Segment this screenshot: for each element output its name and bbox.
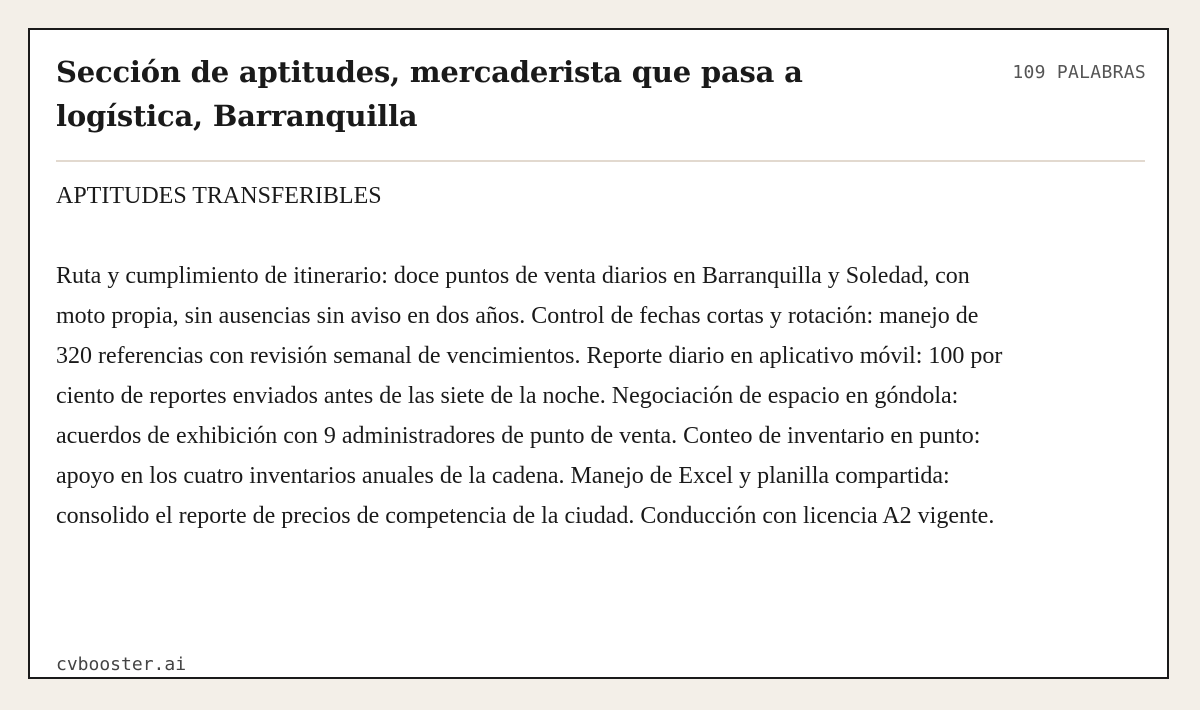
skills-paragraph: Ruta y cumplimiento de itinerario: doce puntos de venta diarios en Barranquilla y Soledad, con moto propia, sin ausencias sin aviso en dos años. Control de fechas cortas y rotación: manejo de 320 referencias con revisión semanal de vencimientos. Reporte diario en aplicativo móvil: 100 por ciento de reportes enviados antes de las siete de la noche. Negociación de espacio en góndola: acuerdos de exhibición con 9 administradores de punto de venta. Conteo de inventario en punto: apoyo en los cuatro inventarios anuales de la cadena. Manejo de Excel y planilla compartida: consolido el reporte de precios de competencia de la ciudad. Conducción con licencia A2 vigente. [56, 263, 1003, 529]
header-divider [56, 160, 1145, 162]
document-card [28, 28, 1169, 679]
word-count-label: 109 PALABRAS [1012, 62, 1146, 83]
footer-brand: cvbooster.ai [56, 654, 187, 675]
document-title: Sección de aptitudes, mercaderista que pasa a logística, Barranquilla [56, 55, 803, 133]
document-header [56, 50, 1146, 138]
section-heading: APTITUDES TRANSFERIBLES [56, 183, 382, 209]
